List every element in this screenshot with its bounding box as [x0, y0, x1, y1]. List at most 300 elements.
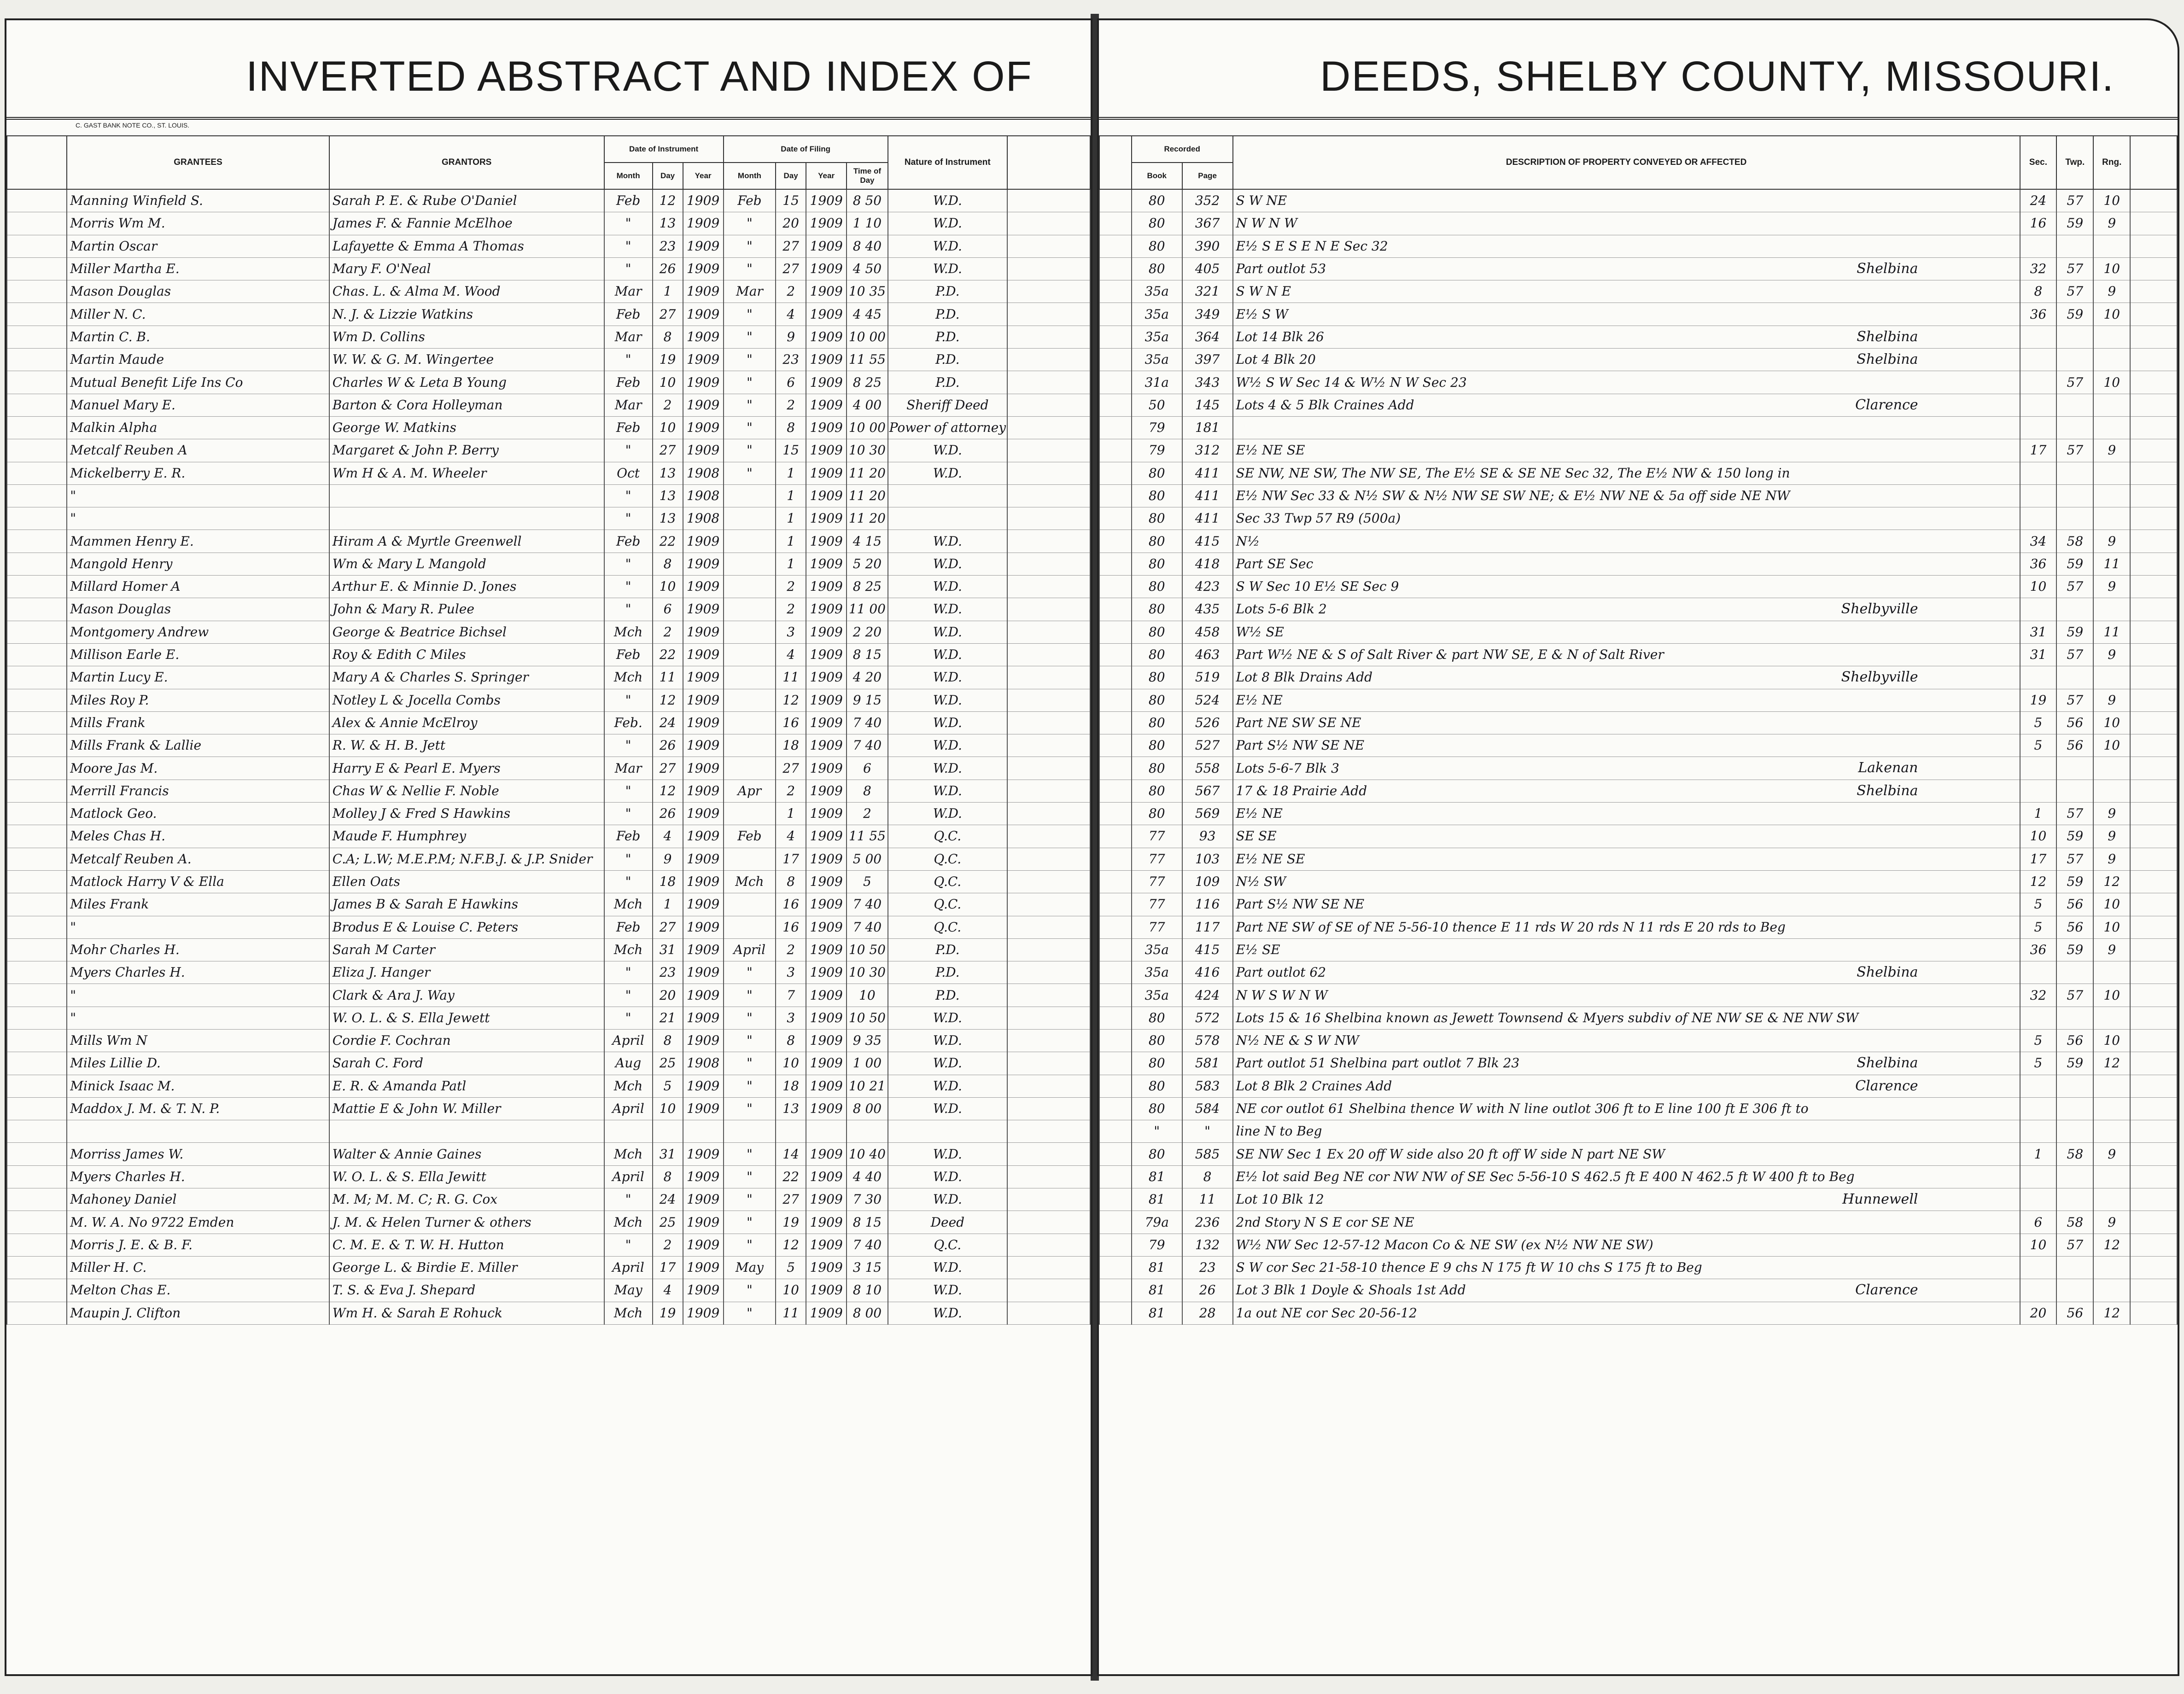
- filing-month-cell: [724, 576, 776, 598]
- nature-cell: Q.C.: [888, 848, 1007, 870]
- filing-day-cell: 14: [776, 1143, 806, 1165]
- instrument-year-cell: 1909: [683, 893, 724, 916]
- instrument-day-cell: 31: [653, 938, 683, 961]
- filing-year-cell: [806, 1120, 847, 1143]
- grantor-cell: M. M; M. M. C; R. G. Cox: [329, 1188, 604, 1211]
- book-cell: 77: [1132, 893, 1182, 916]
- filing-month-cell: ": [724, 961, 776, 984]
- row-margin: [1099, 734, 1132, 757]
- ledger-row-left: [7, 916, 1090, 938]
- grantee-cell: Maupin J. Clifton: [67, 1302, 329, 1324]
- filing-day-cell: 1: [776, 507, 806, 530]
- rng-cell: 10: [2093, 734, 2130, 757]
- instrument-month-cell: ": [604, 576, 653, 598]
- filing-year-cell: 1909: [806, 689, 847, 711]
- filing-year-cell: 1909: [806, 870, 847, 893]
- row-spacer: [2130, 1188, 2177, 1211]
- nature-cell: P.D.: [888, 326, 1007, 348]
- book-cell: 35a: [1132, 349, 1182, 371]
- left-ledger-body: [7, 189, 1090, 1324]
- ledger-row-left: [7, 553, 1090, 575]
- filing-time-cell: 2 20: [847, 621, 888, 643]
- nature-cell: [888, 484, 1007, 507]
- filing-time-cell: 7 40: [847, 893, 888, 916]
- filing-month-cell: Feb: [724, 189, 776, 212]
- twp-cell: 59: [2056, 553, 2093, 575]
- row-spacer: [2130, 803, 2177, 825]
- grantee-cell: Meles Chas H.: [67, 825, 329, 848]
- nature-cell: W.D.: [888, 439, 1007, 462]
- instrument-day-cell: 27: [653, 439, 683, 462]
- row-spacer: [1007, 189, 1090, 212]
- row-margin: [1099, 1256, 1132, 1279]
- ledger-row-left: [7, 1234, 1090, 1256]
- nature-cell: P.D.: [888, 984, 1007, 1007]
- filing-time-header: Time of Day: [847, 163, 888, 189]
- row-margin: [1099, 280, 1132, 303]
- instrument-year-cell: 1909: [683, 1188, 724, 1211]
- ledger-row-left: [7, 1211, 1090, 1234]
- row-spacer: [1007, 1279, 1090, 1302]
- filing-year-cell: 1909: [806, 257, 847, 280]
- book-cell: 35a: [1132, 938, 1182, 961]
- ledger-row-right: [1099, 643, 2177, 666]
- book-cell: 80: [1132, 711, 1182, 734]
- instrument-month-cell: Mch: [604, 1075, 653, 1097]
- instrument-day-cell: 26: [653, 734, 683, 757]
- filing-month-cell: ": [724, 1143, 776, 1165]
- instrument-month-cell: April: [604, 1097, 653, 1120]
- row-spacer: [2130, 870, 2177, 893]
- description-text: line N to Beg: [1236, 1124, 1322, 1139]
- sec-cell: [2020, 371, 2057, 394]
- grantor-cell: R. W. & H. B. Jett: [329, 734, 604, 757]
- description-cell: [1233, 1302, 2020, 1324]
- twp-cell: 56: [2056, 734, 2093, 757]
- nature-cell: W.D.: [888, 666, 1007, 689]
- ledger-row-left: [7, 1120, 1090, 1143]
- filing-day-cell: 1: [776, 553, 806, 575]
- twp-cell: 59: [2056, 621, 2093, 643]
- row-margin: [1099, 689, 1132, 711]
- rng-cell: 10: [2093, 711, 2130, 734]
- instrument-year-cell: 1909: [683, 757, 724, 780]
- instrument-year-cell: 1909: [683, 530, 724, 553]
- book-cell: 80: [1132, 257, 1182, 280]
- instrument-day-cell: 25: [653, 1052, 683, 1075]
- ledger-row-left: [7, 621, 1090, 643]
- row-margin: [1099, 961, 1132, 984]
- twp-cell: 56: [2056, 1029, 2093, 1052]
- grantor-cell: Lafayette & Emma A Thomas: [329, 235, 604, 257]
- grantor-cell: John & Mary R. Pulee: [329, 598, 604, 621]
- instrument-year-cell: 1909: [683, 689, 724, 711]
- filing-day-header: Day: [776, 163, 806, 189]
- grantee-cell: Metcalf Reuben A: [67, 439, 329, 462]
- filing-time-cell: 2: [847, 803, 888, 825]
- filing-day-cell: 16: [776, 916, 806, 938]
- filing-time-cell: 8 50: [847, 189, 888, 212]
- description-text: Part SE Sec: [1236, 556, 1314, 571]
- grantor-cell: Wm D. Collins: [329, 326, 604, 348]
- row-margin: [1099, 1029, 1132, 1052]
- row-margin: [1099, 235, 1132, 257]
- description-text: S W cor Sec 21-58-10 thence E 9 chs N 175 ft W 10 chs S 175 ft to Beg: [1236, 1260, 1702, 1275]
- description-text: Lots 5-6 Blk 2: [1236, 601, 1327, 617]
- description-text: S W NE: [1236, 193, 1287, 209]
- row-spacer: [1007, 326, 1090, 348]
- filing-time-cell: 11 20: [847, 484, 888, 507]
- grantee-cell: Mangold Henry: [67, 553, 329, 575]
- row-spacer: [2130, 734, 2177, 757]
- instrument-day-cell: 2: [653, 394, 683, 416]
- grantee-cell: M. W. A. No 9722 Emden: [67, 1211, 329, 1234]
- instrument-day-cell: 17: [653, 1256, 683, 1279]
- row-spacer: [2130, 621, 2177, 643]
- rng-cell: [2093, 235, 2130, 257]
- filing-month-cell: ": [724, 1211, 776, 1234]
- book-cell: 80: [1132, 530, 1182, 553]
- ledger-row-right: [1099, 1188, 2177, 1211]
- description-text: Part outlot 51 Shelbina part outlot 7 Blk 23: [1236, 1055, 1520, 1071]
- filing-time-cell: 11 00: [847, 598, 888, 621]
- description-cell: [1233, 984, 2020, 1007]
- page-cell: 418: [1182, 553, 1233, 575]
- rng-cell: 9: [2093, 825, 2130, 848]
- place-name: Shelbina: [1857, 1055, 1918, 1071]
- twp-cell: 56: [2056, 1302, 2093, 1324]
- grantor-cell: James B & Sarah E Hawkins: [329, 893, 604, 916]
- filing-time-cell: 11 55: [847, 349, 888, 371]
- instrument-year-cell: 1909: [683, 1143, 724, 1165]
- book-cell: 35a: [1132, 326, 1182, 348]
- row-spacer: [1007, 576, 1090, 598]
- filing-day-cell: 8: [776, 1029, 806, 1052]
- filing-month-cell: ": [724, 984, 776, 1007]
- grantee-cell: Martin Oscar: [67, 235, 329, 257]
- row-margin: [7, 416, 67, 439]
- filing-year-cell: 1909: [806, 1165, 847, 1188]
- nature-cell: Q.C.: [888, 825, 1007, 848]
- filing-day-cell: 20: [776, 212, 806, 235]
- rng-cell: 9: [2093, 803, 2130, 825]
- rng-cell: [2093, 1188, 2130, 1211]
- row-margin: [1099, 621, 1132, 643]
- nature-cell: W.D.: [888, 803, 1007, 825]
- instrument-year-cell: 1909: [683, 1234, 724, 1256]
- row-margin: [7, 757, 67, 780]
- grantee-cell: Martin Maude: [67, 349, 329, 371]
- grantor-cell: Barton & Cora Holleyman: [329, 394, 604, 416]
- filing-month-cell: ": [724, 1052, 776, 1075]
- grantor-cell: George & Beatrice Bichsel: [329, 621, 604, 643]
- page-cell: 581: [1182, 1052, 1233, 1075]
- page-cell: 103: [1182, 848, 1233, 870]
- page-cell: 390: [1182, 235, 1233, 257]
- row-margin: [7, 961, 67, 984]
- row-spacer: [2130, 326, 2177, 348]
- row-margin: [7, 235, 67, 257]
- ledger-row-left: [7, 416, 1090, 439]
- description-text: 17 & 18 Prairie Add: [1236, 783, 1367, 798]
- place-name: Clarence: [1855, 1282, 1918, 1298]
- sec-cell: 31: [2020, 621, 2057, 643]
- row-spacer: [1007, 1302, 1090, 1324]
- filing-year-cell: 1909: [806, 1234, 847, 1256]
- page-cell: 367: [1182, 212, 1233, 235]
- filing-day-cell: 2: [776, 394, 806, 416]
- description-text: E½ NE: [1236, 806, 1283, 821]
- nature-cell: W.D.: [888, 711, 1007, 734]
- filing-day-cell: 7: [776, 984, 806, 1007]
- row-margin: [1099, 530, 1132, 553]
- instrument-day-cell: 13: [653, 484, 683, 507]
- filing-day-cell: 16: [776, 893, 806, 916]
- sec-cell: 36: [2020, 938, 2057, 961]
- rng-cell: 10: [2093, 893, 2130, 916]
- twp-cell: 57: [2056, 371, 2093, 394]
- sec-cell: 20: [2020, 1302, 2057, 1324]
- row-spacer: [1007, 711, 1090, 734]
- ledger-row-right: [1099, 1165, 2177, 1188]
- book-cell: 80: [1132, 1029, 1182, 1052]
- grantor-cell: Notley L & Jocella Combs: [329, 689, 604, 711]
- filing-year-cell: 1909: [806, 938, 847, 961]
- ledger-row-left: [7, 303, 1090, 326]
- page-cell: 236: [1182, 1211, 1233, 1234]
- description-cell: [1233, 530, 2020, 553]
- row-margin: [1099, 1234, 1132, 1256]
- filing-month-cell: May: [724, 1256, 776, 1279]
- filing-month-cell: ": [724, 326, 776, 348]
- filing-time-cell: 8 25: [847, 576, 888, 598]
- rng-cell: [2093, 484, 2130, 507]
- filing-time-cell: 1 00: [847, 1052, 888, 1075]
- instrument-year-cell: 1908: [683, 1052, 724, 1075]
- row-spacer: [1007, 1097, 1090, 1120]
- twp-cell: [2056, 507, 2093, 530]
- description-text: 2nd Story N S E cor SE NE: [1236, 1214, 1414, 1230]
- sec-cell: 5: [2020, 893, 2057, 916]
- description-text: N W S W N W: [1236, 987, 1328, 1003]
- ledger-row-left: [7, 1165, 1090, 1188]
- filing-year-cell: 1909: [806, 780, 847, 802]
- nature-cell: W.D.: [888, 212, 1007, 235]
- instrument-year-cell: 1909: [683, 1007, 724, 1029]
- book-cell: 79: [1132, 439, 1182, 462]
- description-cell: [1233, 303, 2020, 326]
- rng-cell: 9: [2093, 439, 2130, 462]
- row-spacer: [2130, 1052, 2177, 1075]
- filing-year-cell: 1909: [806, 371, 847, 394]
- filing-day-cell: 1: [776, 803, 806, 825]
- filing-month-cell: ": [724, 349, 776, 371]
- ledger-row-left: [7, 1097, 1090, 1120]
- description-cell: [1233, 916, 2020, 938]
- instrument-day-cell: 19: [653, 1302, 683, 1324]
- rng-cell: 9: [2093, 530, 2130, 553]
- row-margin: [7, 1075, 67, 1097]
- instrument-year-cell: 1909: [683, 848, 724, 870]
- grantor-cell: E. R. & Amanda Patl: [329, 1075, 604, 1097]
- twp-cell: [2056, 349, 2093, 371]
- row-spacer: [1007, 780, 1090, 802]
- grantee-cell: Morriss James W.: [67, 1143, 329, 1165]
- twp-cell: 58: [2056, 1211, 2093, 1234]
- rng-cell: 12: [2093, 870, 2130, 893]
- grantee-cell: Mills Frank & Lallie: [67, 734, 329, 757]
- filing-year-cell: 1909: [806, 1143, 847, 1165]
- filing-time-cell: 7 30: [847, 1188, 888, 1211]
- instrument-month-cell: [604, 1120, 653, 1143]
- instrument-day-cell: 5: [653, 1075, 683, 1097]
- sec-cell: 5: [2020, 711, 2057, 734]
- rng-cell: 9: [2093, 576, 2130, 598]
- twp-cell: [2056, 1188, 2093, 1211]
- description-cell: [1233, 734, 2020, 757]
- row-spacer: [2130, 439, 2177, 462]
- book-cell: 80: [1132, 666, 1182, 689]
- row-spacer: [2130, 484, 2177, 507]
- description-text: Part S½ NW SE NE: [1236, 896, 1365, 912]
- sec-cell: 5: [2020, 1052, 2057, 1075]
- page-cell: 23: [1182, 1256, 1233, 1279]
- page-cell: 584: [1182, 1097, 1233, 1120]
- instrument-month-cell: Mch: [604, 621, 653, 643]
- ledger-row-right: [1099, 848, 2177, 870]
- filing-day-cell: 19: [776, 1211, 806, 1234]
- grantee-cell: [67, 1120, 329, 1143]
- row-margin: [1099, 643, 1132, 666]
- filing-time-cell: 10 30: [847, 961, 888, 984]
- row-spacer: [2130, 1143, 2177, 1165]
- row-margin: [7, 257, 67, 280]
- grantee-cell: Merrill Francis: [67, 780, 329, 802]
- row-spacer: [2130, 394, 2177, 416]
- filing-year-cell: 1909: [806, 893, 847, 916]
- place-name: Shelbina: [1857, 351, 1918, 368]
- row-spacer: [1007, 257, 1090, 280]
- twp-cell: [2056, 1007, 2093, 1029]
- instrument-day-cell: 2: [653, 621, 683, 643]
- date-of-filing-header: Date of Filing: [724, 136, 888, 163]
- instrument-month-cell: Mar: [604, 326, 653, 348]
- sec-cell: [2020, 1075, 2057, 1097]
- row-spacer: [1007, 984, 1090, 1007]
- ledger-row-right: [1099, 734, 2177, 757]
- filing-year-cell: 1909: [806, 666, 847, 689]
- grantee-cell: Minick Isaac M.: [67, 1075, 329, 1097]
- row-margin: [7, 1165, 67, 1188]
- instrument-day-cell: 13: [653, 507, 683, 530]
- sec-cell: [2020, 1120, 2057, 1143]
- page-cell: 558: [1182, 757, 1233, 780]
- grantor-cell: T. S. & Eva J. Shepard: [329, 1279, 604, 1302]
- row-margin: [1099, 1279, 1132, 1302]
- filing-day-cell: 8: [776, 870, 806, 893]
- row-spacer: [1007, 235, 1090, 257]
- row-spacer: [2130, 371, 2177, 394]
- description-text: Lot 4 Blk 20: [1236, 352, 1316, 367]
- filing-day-cell: 3: [776, 1007, 806, 1029]
- sec-cell: 34: [2020, 530, 2057, 553]
- row-spacer: [1007, 212, 1090, 235]
- row-spacer: [1007, 598, 1090, 621]
- ledger-row-left: [7, 484, 1090, 507]
- filing-day-cell: 27: [776, 1188, 806, 1211]
- book-cell: 50: [1132, 394, 1182, 416]
- nature-cell: Q.C.: [888, 893, 1007, 916]
- instrument-year-cell: 1909: [683, 825, 724, 848]
- instrument-day-cell: 10: [653, 416, 683, 439]
- filing-day-cell: 6: [776, 371, 806, 394]
- description-text: Part NE SW SE NE: [1236, 715, 1361, 730]
- row-margin: [7, 394, 67, 416]
- page-cell: 583: [1182, 1075, 1233, 1097]
- instrument-day-cell: 27: [653, 916, 683, 938]
- instrument-month-cell: Feb: [604, 189, 653, 212]
- instrument-year-cell: 1909: [683, 189, 724, 212]
- twp-cell: 59: [2056, 1052, 2093, 1075]
- filing-time-cell: 4 00: [847, 394, 888, 416]
- row-spacer: [2130, 893, 2177, 916]
- grantee-cell: Mason Douglas: [67, 598, 329, 621]
- row-spacer: [1007, 870, 1090, 893]
- grantor-cell: Alex & Annie McElroy: [329, 711, 604, 734]
- book-cell: 81: [1132, 1165, 1182, 1188]
- row-margin: [7, 598, 67, 621]
- row-spacer: [2130, 666, 2177, 689]
- filing-time-cell: 8 25: [847, 371, 888, 394]
- instrument-day-cell: 12: [653, 780, 683, 802]
- ledger-row-right: [1099, 711, 2177, 734]
- book-cell: 81: [1132, 1279, 1182, 1302]
- ledger-row-right: [1099, 303, 2177, 326]
- filing-month-cell: ": [724, 257, 776, 280]
- twp-cell: 59: [2056, 303, 2093, 326]
- nature-cell: Q.C.: [888, 916, 1007, 938]
- twp-cell: [2056, 394, 2093, 416]
- place-name: Shelbina: [1857, 328, 1918, 345]
- nature-cell: Deed: [888, 1211, 1007, 1234]
- filing-month-cell: [724, 848, 776, 870]
- description-cell: [1233, 1279, 2020, 1302]
- instrument-month-cell: April: [604, 1165, 653, 1188]
- grantee-cell: Melton Chas E.: [67, 1279, 329, 1302]
- grantor-cell: Eliza J. Hanger: [329, 961, 604, 984]
- twp-cell: 57: [2056, 439, 2093, 462]
- row-spacer: [2130, 349, 2177, 371]
- filing-day-cell: 15: [776, 439, 806, 462]
- filing-day-cell: 16: [776, 711, 806, 734]
- row-spacer: [2130, 1097, 2177, 1120]
- description-cell: [1233, 371, 2020, 394]
- nature-cell: [888, 1120, 1007, 1143]
- description-text: SE NW Sec 1 Ex 20 off W side also 20 ft off W side N part NE SW: [1236, 1146, 1665, 1162]
- nature-cell: P.D.: [888, 303, 1007, 326]
- row-spacer: [1007, 643, 1090, 666]
- ledger-row-left: [7, 576, 1090, 598]
- description-cell: [1233, 189, 2020, 212]
- row-margin: [1099, 1007, 1132, 1029]
- rng-cell: 10: [2093, 371, 2130, 394]
- twp-cell: 57: [2056, 257, 2093, 280]
- row-margin: [7, 462, 67, 484]
- row-spacer: [2130, 984, 2177, 1007]
- filing-day-cell: 2: [776, 280, 806, 303]
- rng-cell: [2093, 394, 2130, 416]
- filing-day-cell: 18: [776, 1075, 806, 1097]
